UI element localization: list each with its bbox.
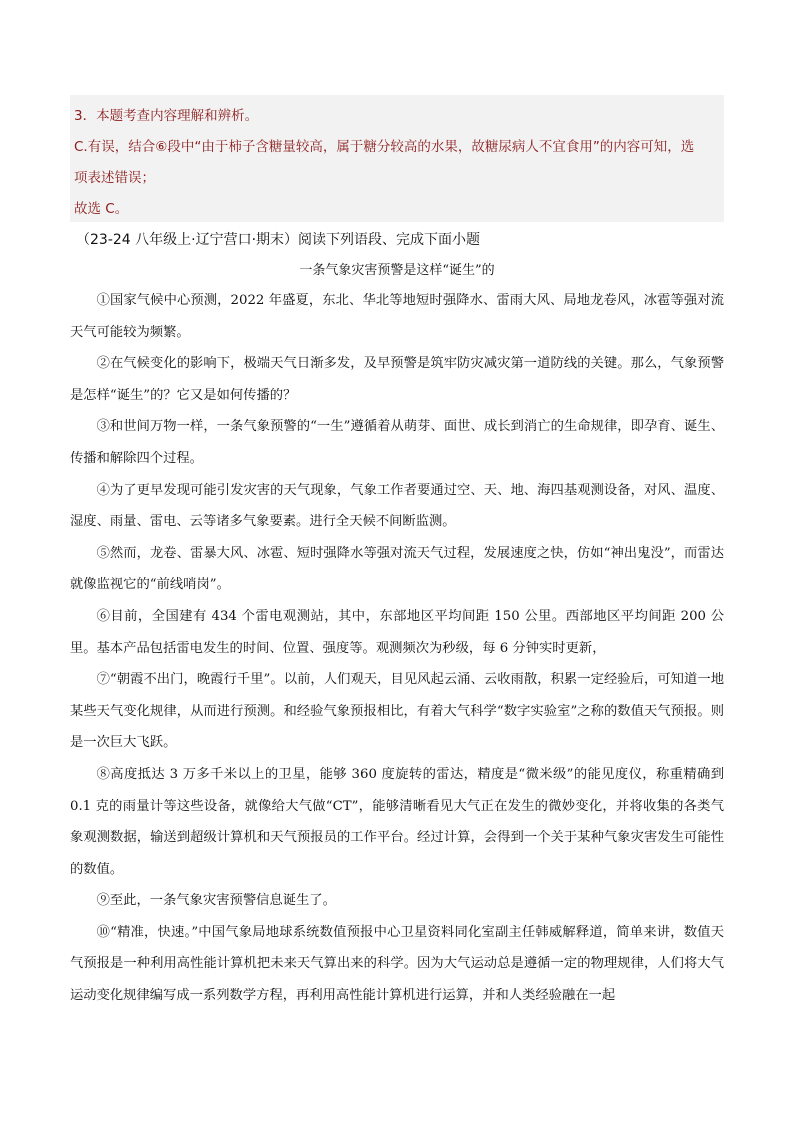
article-paragraph: ⑩“精准，快速。”中国气象局地球系统数值预报中心卫星资料同化室副主任韩威解释道，简单来讲，数值天气预报是一种利用高性能计算机把未来天气算出来的科学。因为大气运动总是遵循一定的物理规律，人们将大气运动变化规律编写成一系列数学方程，再利用高性能计算机进行运算，并和人类经验融在一起 xyxy=(70,924,724,1004)
answer-conclusion: 故选 C。 xyxy=(74,201,129,217)
section-title: （23-24 八年级上·辽宁营口·期末）阅读下列语段、完成下面小题 xyxy=(76,232,481,248)
article-paragraph: ⑧高度抵达 3 万多千米以上的卫星，能够 360 度旋转的雷达，精度是“微米级”的能见度仪，称重精确到 0.1 克的雨量计等这些设备，就像给大气做“CT”，能够清晰看见大气正在发生的微妙变化，并将收集的各类气象观测数据，输送到超级计算机和天气预报员的工作平台。经过计算，会得到一个关于某种气象灾害发生可能性的数值。 xyxy=(70,766,724,877)
article-paragraph: ③和世间万物一样，一条气象预警的“一生”遵循着从萌芽、面世、成长到消亡的生命规律，即孕育、诞生、传播和解除四个过程。 xyxy=(70,419,724,466)
article-paragraph: ④为了更早发现可能引发灾害的天气现象，气象工作者要通过空、天、地、海四基观测设备，对风、温度、湿度、雨量、雷电、云等诸多气象要素。进行全天候不间断监测。 xyxy=(70,482,724,530)
answer-explanation-line: 项表述错误； xyxy=(74,170,155,186)
article-paragraph: ⑤然而，龙卷、雷暴大风、冰雹、短时强降水等强对流天气过程，发展速度之快，仿如“神出鬼没”，而雷达就像监视它的“前线哨岗”。 xyxy=(70,545,724,593)
article-paragraph: ⑦“朝霞不出门，晚霞行千里”。以前，人们观天，目见风起云涌、云收雨散，积累一定经验后，可知道一地某些天气变化规律，从而进行预测。和经验气象预报相比，有着大气科学“数字实验室”之称的数值天气预报。则是一次巨大飞跃。 xyxy=(70,672,724,751)
answer-explanation-box xyxy=(70,95,724,222)
article-paragraph: ⑥目前，全国建有 434 个雷电观测站，其中，东部地区平均间距 150 公里。西部地区平均间距 200 公里。基本产品包括雷电发生的时间、位置、强度等。观测频次为秒级，每 6 分钟实时更新， xyxy=(70,608,724,656)
article-body xyxy=(70,285,724,1012)
article-title: 一条气象灾害预警是这样“诞生”的 xyxy=(299,263,495,278)
article-paragraph: ⑨至此，一条气象灾害预警信息诞生了。 xyxy=(96,893,336,909)
article-paragraph: ②在气候变化的影响下，极端天气日渐多发，及早预警是筑牢防灾减灾第一道防线的关键。那么，气象预警是怎样“诞生”的？它又是如何传播的？ xyxy=(70,356,724,403)
article-paragraph: ①国家气候中心预测，2022 年盛夏，东北、华北等地短时强降水、雷雨大风、局地龙卷风，冰雹等强对流天气可能较为频繁。 xyxy=(70,293,724,340)
answer-explanation-line: C.有误，结合⑥段中“由于柿子含糖量较高，属于糖分较高的水果，故糖尿病人不宜食用”的内容可知，选 xyxy=(74,139,695,155)
answer-question-header: 3．本题考查内容理解和辨析。 xyxy=(74,108,259,124)
